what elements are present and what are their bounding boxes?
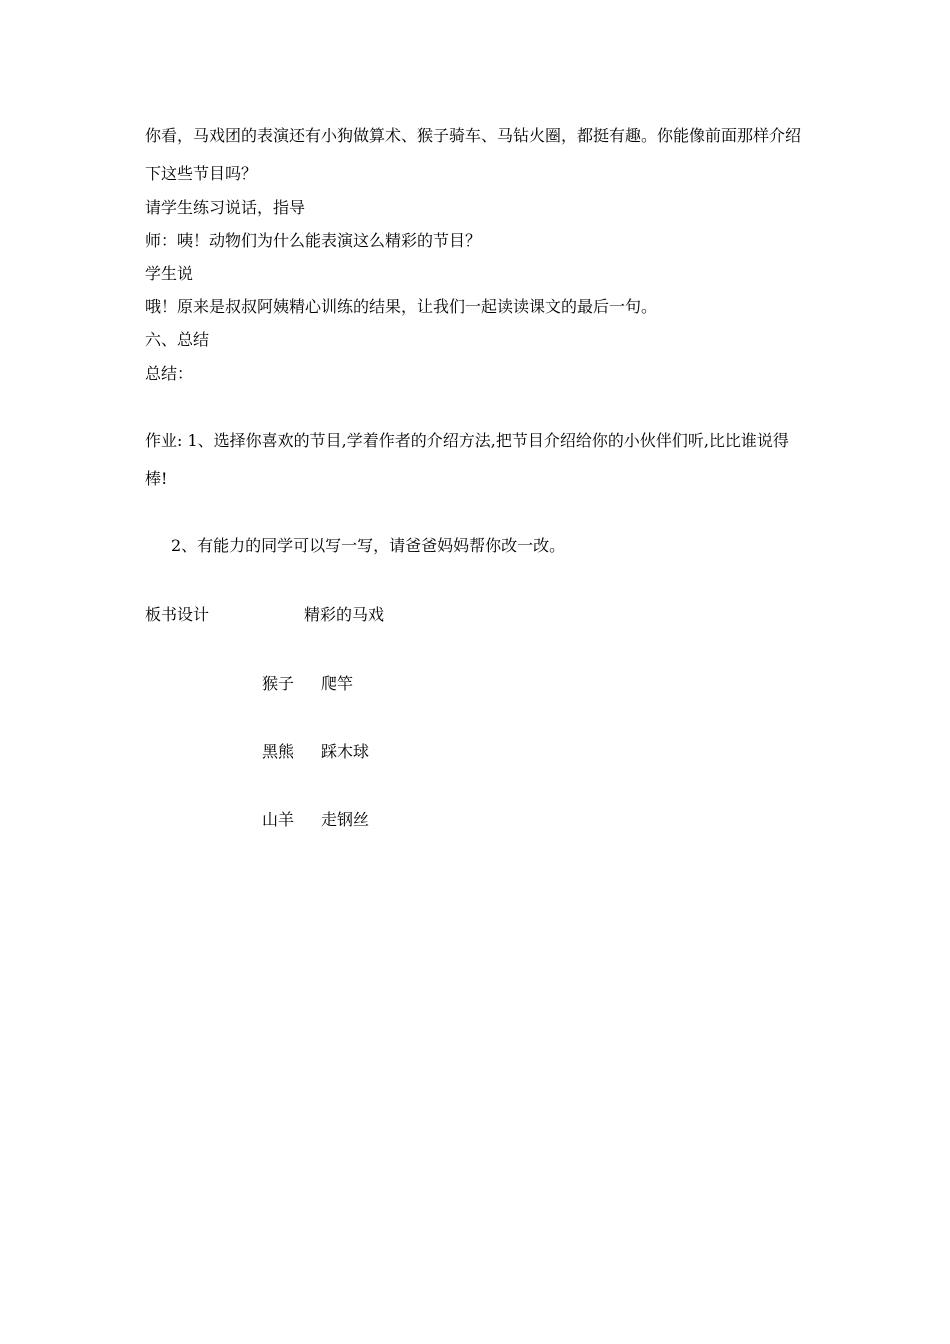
- board-row-act: 走钢丝: [321, 810, 370, 829]
- board-row-animal: 黑熊: [262, 742, 295, 761]
- board-row-animal: 山羊: [262, 810, 295, 829]
- paragraph-circus-intro-line2: 下这些节目吗？: [145, 164, 258, 183]
- section-heading-summary: 六、总结: [145, 330, 210, 349]
- homework-item2: 2、有能力的同学可以写一写，请爸爸妈妈帮你改一改。: [171, 536, 566, 555]
- paragraph-students-say: 学生说: [145, 264, 194, 283]
- paragraph-teacher-question: 师：咦！动物们为什么能表演这么精彩的节目？: [145, 231, 482, 250]
- paragraph-circus-intro-line1: 你看，马戏团的表演还有小狗做算术、猴子骑车、马钻火圈，都挺有趣。你能像前面那样介绍: [145, 126, 802, 145]
- board-row-animal: 猴子: [262, 674, 295, 693]
- paragraph-practice: 请学生练习说话，指导: [145, 198, 306, 217]
- summary-label: 总结：: [145, 364, 194, 383]
- board-row-act: 爬竿: [321, 674, 354, 693]
- paragraph-training-result: 哦！原来是叔叔阿姨精心训练的结果，让我们一起读读课文的最后一句。: [145, 297, 658, 316]
- board-design-title: 精彩的马戏: [304, 605, 385, 624]
- homework-line2: 棒!: [145, 469, 168, 488]
- homework-line1: 作业: 1、选择你喜欢的节目,学着作者的介绍方法,把节目介绍给你的小伙伴们听,比比谁说得: [145, 431, 789, 450]
- board-design-label: 板书设计: [145, 605, 210, 624]
- board-row-act: 踩木球: [321, 742, 370, 761]
